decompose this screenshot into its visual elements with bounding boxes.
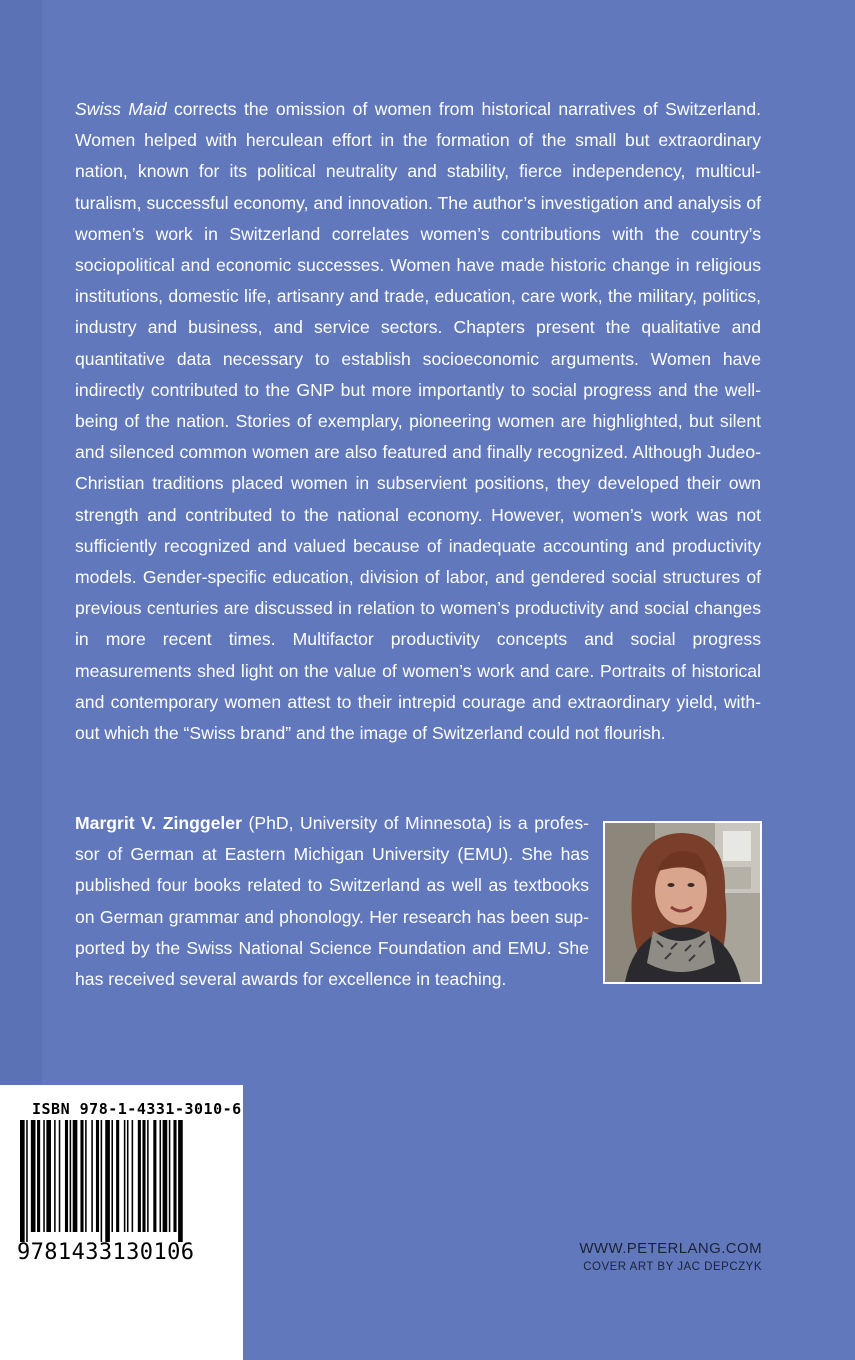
barcode-image [20, 1120, 216, 1242]
barcode-bar [101, 1120, 103, 1242]
barcode-bar [124, 1120, 126, 1232]
barcode-bar [178, 1120, 183, 1242]
barcode-bar [91, 1120, 93, 1232]
left-margin-shade [0, 0, 42, 1085]
barcode-bar [147, 1120, 149, 1232]
barcode-bar [142, 1120, 145, 1232]
barcode-bar [65, 1120, 68, 1232]
barcode-bar [85, 1120, 87, 1232]
barcode-bar [26, 1120, 28, 1242]
book-title: Swiss Maid [75, 99, 167, 119]
barcode-bar [132, 1120, 134, 1232]
barcode-bar [96, 1120, 99, 1232]
publisher-url[interactable]: WWW.PETERLANG.COM [579, 1240, 762, 1257]
barcode-bar [70, 1120, 72, 1232]
barcode-bar [160, 1120, 162, 1232]
barcode-panel [0, 1085, 243, 1360]
barcode-bar [59, 1120, 61, 1232]
barcode-bar [80, 1120, 83, 1232]
barcode-bar [105, 1120, 110, 1242]
barcode-bar [163, 1120, 168, 1232]
barcode-bar [173, 1120, 176, 1232]
barcode-bar [73, 1120, 78, 1232]
barcode-bar [127, 1120, 129, 1232]
barcode-bar [138, 1120, 141, 1232]
barcode-digits: 9781433130106 [17, 1240, 195, 1265]
barcode-bar [46, 1120, 51, 1232]
isbn-label: ISBN 978-1-4331-3010-6 [32, 1100, 242, 1118]
description-text: corrects the omission of women from historical narratives of Switzerland. Women helped with herculean effort in the formation of the small but extraordinary nation, known for its political neutrality and stability, fierce independency, multiculturalism, successful economy, and innovation. The author’s investigation and analysis of women’s work in Switzerland correlates women’s contributions with the country’s sociopolitical and economic successes. Women have made historic change in religious institutions, domestic life, artisanry and trade, education, care work, the military, politics, industry and business, and service sectors. Chapters present the qualitative and quantitative data necessary to establish socioeconomic arguments. Women have indirectly contributed to the GNP but more importantly to social progress and the well-being of the nation. Stories of exemplary, pioneering women are highlighted, but silent and silenced common women are also featured and finally recognized. Although Judeo-Christian traditions placed women in subservient positions, they developed their own strength and contributed to the national economy. However, women’s work was not sufficiently recognized and valued because of inadequate accounting and productivity models. Gender-specific education, division of labor, and gendered social structures of previous centuries are discussed in relation to women’s productivity and social changes in more recent times. Multifactor productivity concepts and social progress measurements shed light on the value of women’s work and care. Portraits of historical and contemporary women attest to their intrepid courage and extraordinary yield, without which the “Swiss brand” and the image of Switzerland could not flourish. [75, 99, 762, 744]
author-bio [75, 808, 589, 995]
barcode-bar [111, 1120, 113, 1232]
author-photo [603, 821, 762, 984]
barcode-bar [31, 1120, 36, 1232]
barcode-bar [54, 1120, 56, 1232]
barcode-bar [153, 1120, 156, 1232]
barcode-bar [116, 1120, 119, 1232]
publisher-info [579, 1240, 762, 1273]
barcode-bar [43, 1120, 45, 1232]
barcode-bar [169, 1120, 171, 1232]
barcode-bar [20, 1120, 25, 1242]
author-bio-text: (PhD, University of Minnesota) is a professor of German at Eastern Michigan University (EMU). She has published four books related to Switzerland as well as textbooks on German grammar and phonology. Her research has been supported by the Swiss National Science Foundation and EMU. She has received several awards for excellence in teaching. [75, 813, 590, 990]
cover-art-credit: COVER ART BY JAC DEPCZYK [583, 1261, 762, 1273]
barcode-bar [37, 1120, 40, 1232]
book-description [75, 94, 761, 749]
author-portrait-image [605, 823, 760, 982]
author-name: Margrit V. Zinggeler [75, 813, 242, 833]
